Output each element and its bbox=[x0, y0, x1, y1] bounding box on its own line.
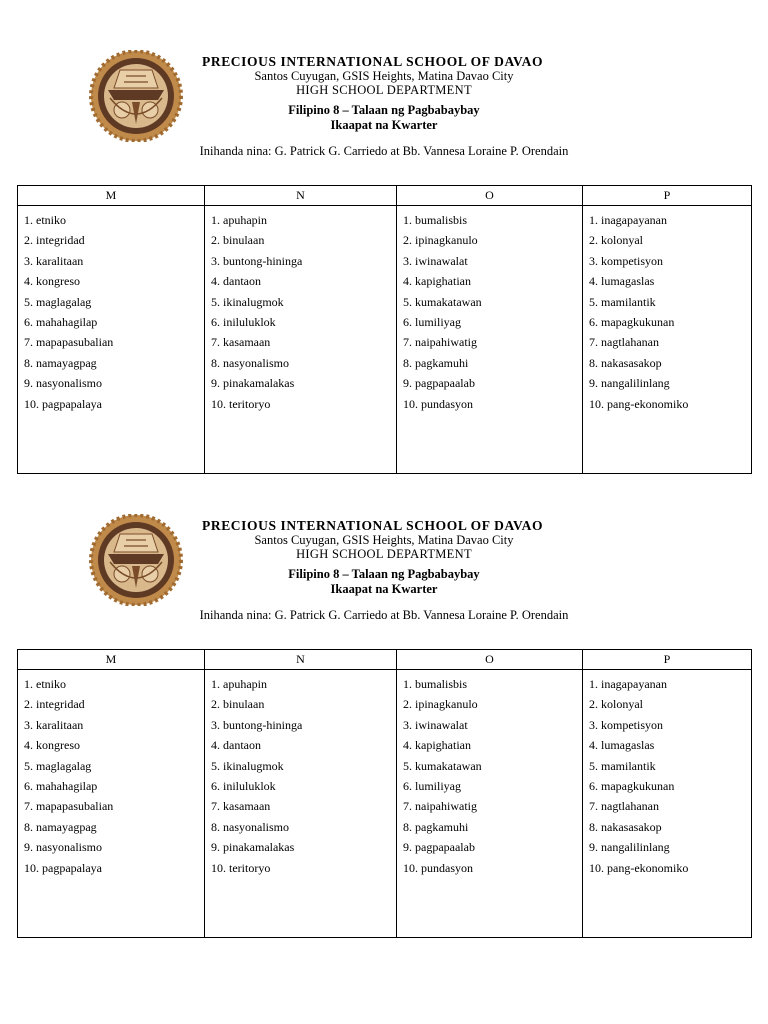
list-item: 7. mapapasubalian bbox=[24, 799, 114, 814]
list-item: 4. dantaon bbox=[211, 738, 261, 753]
list-item: 8. nakasasakop bbox=[589, 355, 662, 370]
list-item: 3. kompetisyon bbox=[589, 717, 663, 732]
word-list-n bbox=[205, 206, 397, 474]
list-item: 8. nakasasakop bbox=[589, 819, 662, 834]
list-item: 2. integridad bbox=[24, 233, 85, 248]
list-item: 7. mapapasubalian bbox=[24, 335, 114, 350]
list-item: 10. pang-ekonomiko bbox=[589, 860, 689, 875]
list-item: 6. lumiliyag bbox=[403, 778, 461, 793]
quarter-title: Ikaapat na Kwarter bbox=[330, 582, 438, 596]
list-item: 6. mapagkukunan bbox=[589, 314, 675, 329]
list-item: 7. naipahiwatig bbox=[403, 799, 477, 814]
list-item: 8. pagkamuhi bbox=[403, 355, 469, 370]
list-item: 4. kongreso bbox=[24, 738, 80, 753]
subject-title: Filipino 8 – Talaan ng Pagbabaybay bbox=[288, 567, 480, 581]
list-item: 7. nagtlahanan bbox=[589, 335, 659, 350]
list-item: 4. kongreso bbox=[24, 274, 80, 289]
list-item: 5. kumakatawan bbox=[403, 294, 482, 309]
word-list-m bbox=[18, 670, 205, 938]
list-item: 1. apuhapin bbox=[211, 677, 267, 691]
list-item: 2. binulaan bbox=[211, 233, 265, 248]
school-name: PRECIOUS INTERNATIONAL SCHOOL OF DAVAO bbox=[202, 54, 544, 69]
list-item: 3. buntong-hininga bbox=[211, 717, 303, 732]
list-item: 6. lumiliyag bbox=[403, 314, 461, 329]
column-header-o: O bbox=[397, 186, 583, 206]
school-name: PRECIOUS INTERNATIONAL SCHOOL OF DAVAO bbox=[202, 518, 544, 533]
list-item: 3. iwinawalat bbox=[403, 253, 468, 268]
list-item: 1. bumalisbis bbox=[403, 677, 468, 691]
column-header-n: N bbox=[205, 650, 397, 670]
list-item: 4. kapighatian bbox=[403, 738, 471, 753]
list-item: 7. nagtlahanan bbox=[589, 799, 659, 814]
list-item: 2. integridad bbox=[24, 697, 85, 712]
list-item: 9. nasyonalismo bbox=[24, 840, 102, 855]
column-header-m: M bbox=[18, 650, 205, 670]
table-header-row bbox=[18, 186, 752, 206]
spelling-table bbox=[17, 185, 752, 474]
list-item: 3. karalitaan bbox=[24, 717, 84, 732]
column-header-p: P bbox=[583, 186, 752, 206]
list-item: 10. pang-ekonomiko bbox=[589, 396, 689, 411]
list-item: 1. etniko bbox=[24, 213, 66, 227]
list-item: 4. kapighatian bbox=[403, 274, 471, 289]
list-item: 10. pundasyon bbox=[403, 396, 473, 411]
word-list-p bbox=[583, 670, 752, 938]
list-item: 2. kolonyal bbox=[589, 697, 643, 712]
list-item: 6. mapagkukunan bbox=[589, 778, 675, 793]
word-list-o bbox=[397, 670, 583, 938]
column-header-o: O bbox=[397, 650, 583, 670]
spelling-list-section-1 bbox=[0, 48, 768, 488]
list-item: 8. namayagpag bbox=[24, 355, 97, 370]
department: HIGH SCHOOL DEPARTMENT bbox=[296, 83, 472, 97]
list-item: 7. kasamaan bbox=[211, 335, 271, 350]
list-item: 5. maglagalag bbox=[24, 758, 92, 773]
list-item: 6. mahahagilap bbox=[24, 314, 98, 329]
list-item: 9. pinakamalakas bbox=[211, 840, 295, 855]
list-item: 4. dantaon bbox=[211, 274, 261, 289]
list-item: 3. kompetisyon bbox=[589, 253, 663, 268]
word-list-p bbox=[583, 206, 752, 474]
list-item: 1. etniko bbox=[24, 677, 66, 691]
spelling-table bbox=[17, 649, 752, 938]
list-item: 5. mamilantik bbox=[589, 294, 656, 309]
quarter-title: Ikaapat na Kwarter bbox=[330, 118, 438, 132]
list-item: 3. buntong-hininga bbox=[211, 253, 303, 268]
list-item: 1. bumalisbis bbox=[403, 213, 468, 227]
list-item: 4. lumagaslas bbox=[589, 274, 655, 289]
list-item: 2. binulaan bbox=[211, 697, 265, 712]
list-item: 1. inagapayanan bbox=[589, 677, 667, 691]
list-item: 3. karalitaan bbox=[24, 253, 84, 268]
list-item: 10. teritoryo bbox=[211, 860, 271, 875]
list-item: 6. iniluluklok bbox=[211, 314, 276, 329]
list-item: 9. pagpapaalab bbox=[403, 376, 475, 391]
list-item: 1. apuhapin bbox=[211, 213, 267, 227]
list-item: 10. pagpapalaya bbox=[24, 396, 102, 411]
subject-title: Filipino 8 – Talaan ng Pagbabaybay bbox=[288, 103, 480, 117]
table-row bbox=[18, 670, 752, 938]
list-item: 8. nasyonalismo bbox=[211, 819, 289, 834]
prepared-by: Inihanda nina: G. Patrick G. Carriedo at Bb. Vannesa Loraine P. Orendain bbox=[199, 144, 569, 158]
school-address: Santos Cuyugan, GSIS Heights, Matina Davao City bbox=[254, 533, 514, 547]
list-item: 5. maglagalag bbox=[24, 294, 92, 309]
list-item: 3. iwinawalat bbox=[403, 717, 468, 732]
list-item: 1. inagapayanan bbox=[589, 213, 667, 227]
list-item: 8. namayagpag bbox=[24, 819, 97, 834]
column-header-p: P bbox=[583, 650, 752, 670]
list-item: 5. ikinalugmok bbox=[211, 294, 284, 309]
list-item: 10. pundasyon bbox=[403, 860, 473, 875]
list-item: 9. pagpapaalab bbox=[403, 840, 475, 855]
list-item: 6. mahahagilap bbox=[24, 778, 98, 793]
list-item: 5. mamilantik bbox=[589, 758, 656, 773]
list-item: 7. kasamaan bbox=[211, 799, 271, 814]
word-list-n bbox=[205, 670, 397, 938]
list-item: 9. nangalilinlang bbox=[589, 376, 670, 391]
list-item: 10. pagpapalaya bbox=[24, 860, 102, 875]
list-item: 2. ipinagkanulo bbox=[403, 697, 478, 712]
list-item: 2. ipinagkanulo bbox=[403, 233, 478, 248]
list-item: 9. nangalilinlang bbox=[589, 840, 670, 855]
list-item: 8. pagkamuhi bbox=[403, 819, 469, 834]
list-item: 4. lumagaslas bbox=[589, 738, 655, 753]
word-list-o bbox=[397, 206, 583, 474]
spelling-list-section-2 bbox=[0, 512, 768, 952]
list-item: 5. ikinalugmok bbox=[211, 758, 284, 773]
department: HIGH SCHOOL DEPARTMENT bbox=[296, 547, 472, 561]
list-item: 5. kumakatawan bbox=[403, 758, 482, 773]
list-item: 2. kolonyal bbox=[589, 233, 643, 248]
column-header-n: N bbox=[205, 186, 397, 206]
table-row bbox=[18, 206, 752, 474]
column-header-m: M bbox=[18, 186, 205, 206]
list-item: 6. iniluluklok bbox=[211, 778, 276, 793]
list-item: 10. teritoryo bbox=[211, 396, 271, 411]
prepared-by: Inihanda nina: G. Patrick G. Carriedo at Bb. Vannesa Loraine P. Orendain bbox=[199, 608, 569, 622]
list-item: 9. nasyonalismo bbox=[24, 376, 102, 391]
school-address: Santos Cuyugan, GSIS Heights, Matina Davao City bbox=[254, 69, 514, 83]
list-item: 9. pinakamalakas bbox=[211, 376, 295, 391]
word-list-m bbox=[18, 206, 205, 474]
list-item: 8. nasyonalismo bbox=[211, 355, 289, 370]
table-header-row bbox=[18, 650, 752, 670]
list-item: 7. naipahiwatig bbox=[403, 335, 477, 350]
